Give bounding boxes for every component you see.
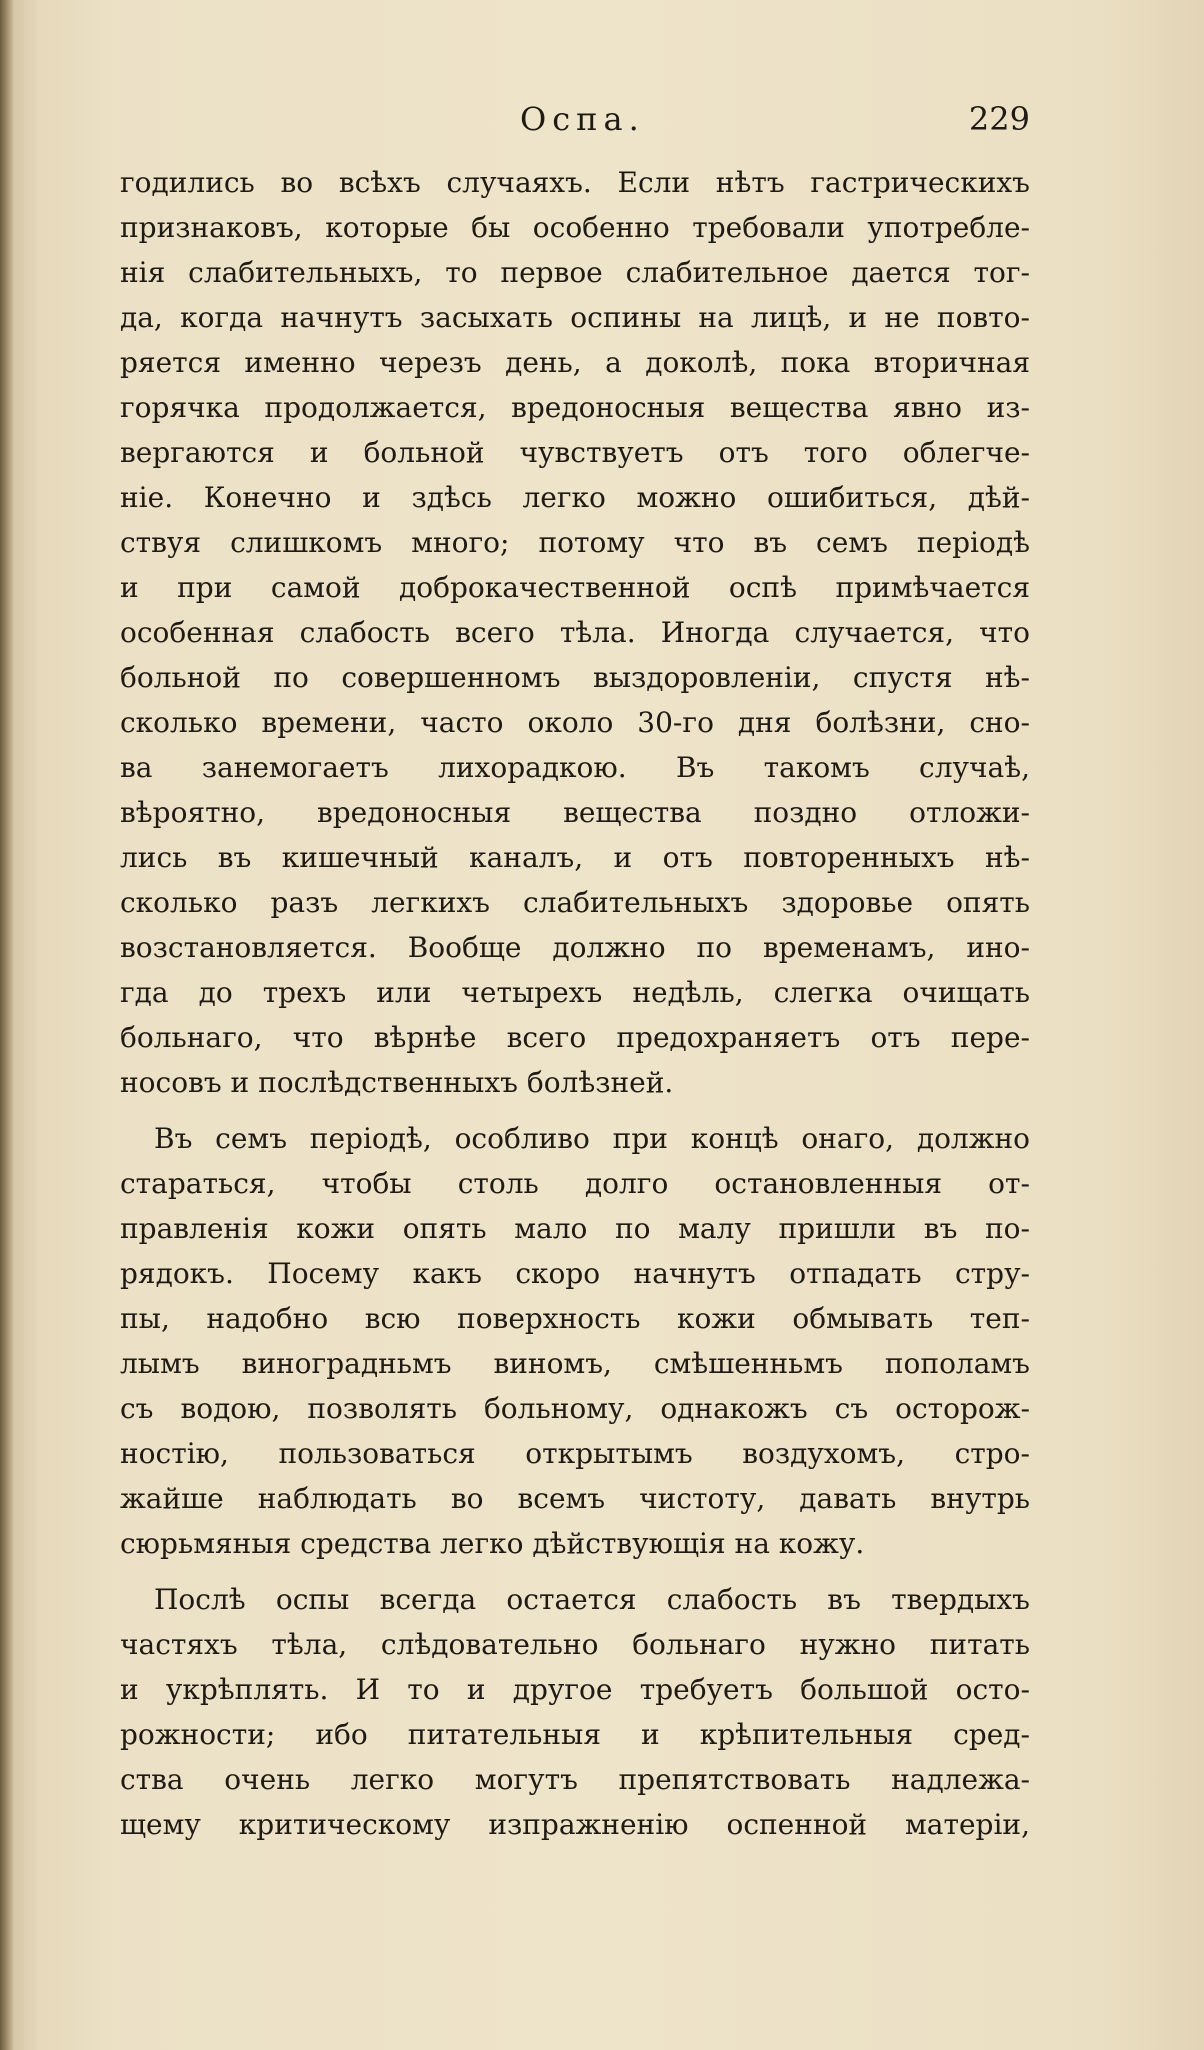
text-line: признаковъ, которые бы особенно требовали употребле- <box>120 211 1030 244</box>
text-line: больной по совершенномъ выздоровленіи, спустя нѣ- <box>120 661 1030 694</box>
text-line: ва занемогаетъ лихорадкою. Въ такомъ случаѣ, <box>120 751 1030 784</box>
running-title: Оспа. <box>520 100 645 138</box>
text-line: частяхъ тѣла, слѣдовательно больнаго нужно питать <box>120 1628 1030 1661</box>
paragraph <box>120 160 1030 1105</box>
text-line: лымъ виноградньмъ виномъ, смѣшенньмъ пополамъ <box>120 1347 1030 1380</box>
text-line: сколько времени, часто около 30-го дня болѣзни, сно- <box>120 706 1030 739</box>
text-line: вѣроятно, вредоносныя вещества поздно отложи- <box>120 796 1030 829</box>
text-line: правленія кожи опять мало по малу пришли въ по- <box>120 1212 1030 1245</box>
text-line: носовъ и послѣдственныхъ болѣзней. <box>120 1066 674 1099</box>
text-line: и укрѣплять. И то и другое требуетъ большой осто- <box>120 1673 1030 1706</box>
text-line: возстановляется. Вообще должно по временамъ, ино- <box>120 931 1030 964</box>
text-line: стараться, чтобы столь долго остановленныя от- <box>120 1167 1030 1200</box>
text-line: рожности; ибо питательныя и крѣпительныя сред- <box>120 1718 1030 1751</box>
text-line: ствуя слишкомъ много; потому что въ семъ періодѣ <box>120 526 1030 559</box>
text-line: горячка продолжается, вредоносныя вещества явно из- <box>120 391 1030 424</box>
text-line: ства очень легко могутъ препятствовать надлежа- <box>120 1763 1030 1796</box>
text-line: пы, надобно всю поверхность кожи обмывать теп- <box>120 1302 1030 1335</box>
body-text <box>120 160 1030 1847</box>
text-line: годились во всѣхъ случаяхъ. Если нѣтъ гастрическихъ <box>120 166 1030 199</box>
page-binding-edge <box>0 0 14 2050</box>
paragraph <box>120 1577 1030 1847</box>
text-line: ряется именно черезъ день, а доколѣ, пока вторичная <box>120 346 1030 379</box>
text-line: вергаются и больной чувствуетъ отъ того облегче- <box>120 436 1030 469</box>
text-line: рядокъ. Посему какъ скоро начнутъ отпадать стру- <box>120 1257 1030 1290</box>
text-line: да, когда начнутъ засыхать оспины на лицѣ, и не повто- <box>120 301 1030 334</box>
text-line: съ водою, позволять больному, однакожъ съ осторож- <box>120 1392 1030 1425</box>
page-number: 229 <box>968 100 1030 138</box>
running-head <box>120 100 1030 150</box>
text-line: Послѣ оспы всегда остается слабость въ твердыхъ <box>154 1583 1030 1616</box>
text-line: Въ семъ періодѣ, особливо при концѣ онаго, должно <box>154 1122 1030 1155</box>
text-line: особенная слабость всего тѣла. Иногда случается, что <box>120 616 1030 649</box>
text-line: сколько разъ легкихъ слабительныхъ здоровье опять <box>120 886 1030 919</box>
text-line: больнаго, что вѣрнѣе всего предохраняетъ отъ пере- <box>120 1021 1030 1054</box>
text-line: ностію, пользоваться открытымъ воздухомъ, стро- <box>120 1437 1030 1470</box>
text-line: нія слабительныхъ, то первое слабительное дается тог- <box>120 256 1030 289</box>
text-line: щему критическому изпражненію оспенной матеріи, <box>120 1808 1030 1841</box>
text-line: гда до трехъ или четырехъ недѣль, слегка очищать <box>120 976 1030 1009</box>
text-line: ніе. Конечно и здѣсь легко можно ошибиться, дѣй- <box>120 481 1030 514</box>
text-line: сюрьмяныя средства легко дѣйствующія на кожу. <box>120 1527 865 1560</box>
text-line: жайше наблюдать во всемъ чистоту, давать внутрь <box>120 1482 1030 1515</box>
text-line: и при самой доброкачественной оспѣ примѣчается <box>120 571 1030 604</box>
paragraph <box>120 1116 1030 1566</box>
text-line: лись въ кишечный каналъ, и отъ повторенныхъ нѣ- <box>120 841 1030 874</box>
